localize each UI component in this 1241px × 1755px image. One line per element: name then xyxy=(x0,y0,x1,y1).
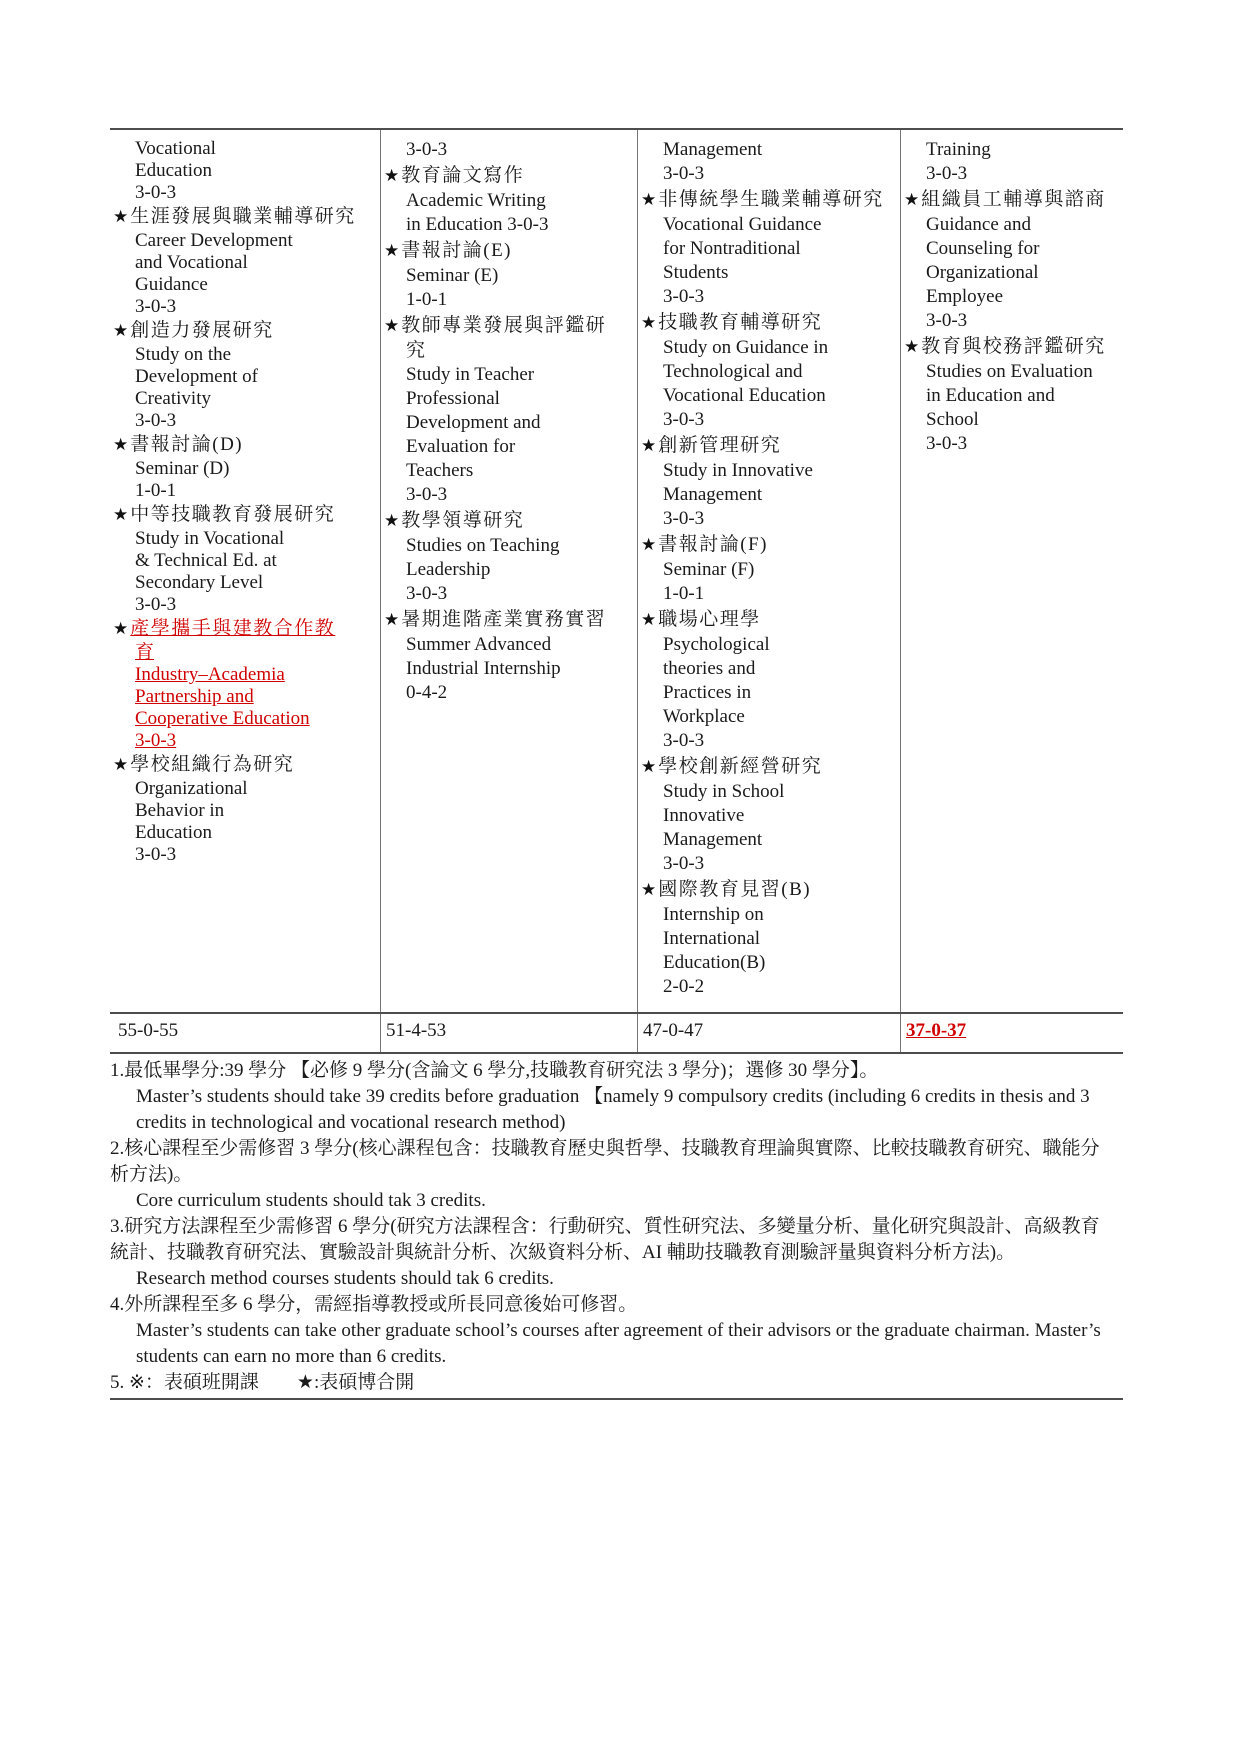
course-text: Cooperative Education xyxy=(135,708,310,729)
course-text: 1-0-1 xyxy=(406,289,448,310)
course-text: 職場心理學 xyxy=(658,609,761,630)
course-line xyxy=(381,189,637,213)
course-line xyxy=(110,318,380,344)
course-line xyxy=(110,800,380,822)
course-table xyxy=(110,128,1123,1054)
course-text: Industrial Internship xyxy=(406,658,561,679)
course-text: Studies on Evaluation xyxy=(926,361,1093,382)
course-text: Counseling for xyxy=(926,238,1040,259)
course-text: Career Development xyxy=(135,230,293,251)
course-text: 3-0-3 xyxy=(663,286,705,307)
course-text: Teachers xyxy=(406,460,474,481)
course-text: Education xyxy=(135,160,213,181)
course-line xyxy=(638,729,900,753)
course-line xyxy=(638,780,900,804)
star-icon: ★ xyxy=(904,337,920,356)
course-line xyxy=(110,344,380,366)
course-line xyxy=(901,432,1123,456)
course-line xyxy=(638,975,900,999)
column-total-2: 51-4-53 xyxy=(380,1014,637,1052)
course-text: Study in Vocational xyxy=(135,528,285,549)
course-line xyxy=(381,162,637,189)
course-line xyxy=(381,558,637,582)
course-line xyxy=(381,339,637,363)
course-line xyxy=(110,528,380,550)
course-line xyxy=(381,435,637,459)
course-line xyxy=(381,459,637,483)
course-line xyxy=(901,285,1123,309)
course-line xyxy=(110,480,380,502)
course-column-1 xyxy=(110,130,380,1012)
course-text: 3-0-3 xyxy=(135,594,177,615)
course-line xyxy=(638,408,900,432)
course-text: 書報討論(D) xyxy=(130,434,244,455)
course-text: Guidance and xyxy=(926,214,1031,235)
course-column-4 xyxy=(900,130,1123,1012)
star-icon: ★ xyxy=(641,190,657,209)
course-text: Internship on xyxy=(663,904,764,925)
star-icon: ★ xyxy=(384,166,400,185)
course-text: Behavior in xyxy=(135,800,225,821)
course-text: Leadership xyxy=(406,559,491,580)
course-text: 究 xyxy=(406,340,426,361)
note-line: credits in technological and vocational research method) xyxy=(136,1112,566,1133)
course-text: Studies on Teaching xyxy=(406,535,560,556)
course-line xyxy=(381,387,637,411)
course-line xyxy=(381,312,637,339)
star-icon: ★ xyxy=(113,321,129,340)
course-text: 創造力發展研究 xyxy=(130,320,274,341)
course-text: 產學攜手與建教合作教 xyxy=(130,618,336,639)
course-text: 非傳統學生職業輔導研究 xyxy=(658,189,884,210)
course-line xyxy=(638,606,900,633)
course-line xyxy=(110,686,380,708)
course-line xyxy=(638,753,900,780)
course-text: Education xyxy=(135,822,213,843)
course-text: 學校組織行為研究 xyxy=(130,754,295,775)
course-text: in Education 3-0-3 xyxy=(406,214,549,235)
course-line xyxy=(901,237,1123,261)
course-line xyxy=(110,550,380,572)
course-text: 教師專業發展與評鑑研 xyxy=(401,315,607,336)
course-line xyxy=(110,458,380,480)
course-line xyxy=(381,657,637,681)
course-text: in Education and xyxy=(926,385,1055,406)
course-line xyxy=(638,633,900,657)
course-line xyxy=(110,296,380,318)
star-icon: ★ xyxy=(641,313,657,332)
column-total-3: 47-0-47 xyxy=(637,1014,900,1052)
course-line xyxy=(110,594,380,616)
course-line xyxy=(381,633,637,657)
course-text: Industry–Academia xyxy=(135,664,285,685)
course-line xyxy=(110,138,380,160)
course-text: Organizational xyxy=(926,262,1039,283)
note-line: 5. ※：表碩班開課 ★:表碩博合開 xyxy=(110,1372,415,1393)
course-text: Vocational xyxy=(135,138,216,159)
course-text: 3-0-3 xyxy=(926,433,968,454)
course-text: Study in Innovative xyxy=(663,460,813,481)
course-text: 中等技職教育發展研究 xyxy=(130,504,336,525)
star-icon: ★ xyxy=(641,880,657,899)
course-line xyxy=(901,309,1123,333)
course-line xyxy=(638,681,900,705)
course-line xyxy=(110,708,380,730)
course-line xyxy=(110,844,380,866)
course-text: 教育論文寫作 xyxy=(401,165,525,186)
course-line xyxy=(381,534,637,558)
course-line xyxy=(110,182,380,204)
star-icon: ★ xyxy=(641,535,657,554)
course-text: Summer Advanced xyxy=(406,634,552,655)
course-text: Study in Teacher xyxy=(406,364,535,385)
course-text: 3-0-3 xyxy=(663,163,705,184)
course-text: 1-0-1 xyxy=(135,480,177,501)
course-text: Training xyxy=(926,139,991,160)
course-line xyxy=(638,828,900,852)
course-line xyxy=(381,138,637,162)
course-line xyxy=(901,261,1123,285)
course-text: 3-0-3 xyxy=(135,296,177,317)
course-line xyxy=(110,230,380,252)
course-text: 3-0-3 xyxy=(663,508,705,529)
course-text: 3-0-3 xyxy=(663,853,705,874)
course-line xyxy=(638,657,900,681)
course-text: 3-0-3 xyxy=(135,844,177,865)
course-line xyxy=(638,261,900,285)
note-line: 2.核心課程至少需修習 3 學分(核心課程包含：技職教育歷史與哲學、技職教育理論與實際、比較技職教育研究、職能分 xyxy=(110,1138,1100,1159)
course-line xyxy=(638,558,900,582)
course-text: Education(B) xyxy=(663,952,766,973)
star-icon: ★ xyxy=(904,190,920,209)
course-line xyxy=(110,822,380,844)
course-line xyxy=(901,333,1123,360)
course-line xyxy=(638,162,900,186)
course-text: Study on the xyxy=(135,344,232,365)
star-icon: ★ xyxy=(113,755,129,774)
course-line xyxy=(638,951,900,975)
course-line xyxy=(638,705,900,729)
star-icon: ★ xyxy=(113,619,129,638)
course-line xyxy=(638,432,900,459)
course-text: 3-0-3 xyxy=(135,182,177,203)
note-line: Research method courses students should tak 6 credits. xyxy=(136,1268,554,1289)
course-text: Management xyxy=(663,139,763,160)
course-line xyxy=(110,642,380,664)
course-line xyxy=(638,531,900,558)
course-line xyxy=(638,483,900,507)
course-text: for Nontraditional xyxy=(663,238,801,259)
course-text: 生涯發展與職業輔導研究 xyxy=(130,206,356,227)
course-text: 書報討論(E) xyxy=(401,240,513,261)
course-table-totals xyxy=(110,1012,1123,1054)
course-text: 3-0-3 xyxy=(406,139,448,160)
course-line xyxy=(110,204,380,230)
course-text: 3-0-3 xyxy=(135,730,177,751)
note-line: Master’s students should take 39 credits before graduation 【namely 9 compulsory credits (including 6 credits in thesis and 3 xyxy=(136,1086,1090,1107)
course-line xyxy=(638,804,900,828)
course-column-3 xyxy=(637,130,900,1012)
course-text: 3-0-3 xyxy=(406,484,448,505)
star-icon: ★ xyxy=(384,511,400,530)
course-line xyxy=(381,213,637,237)
course-line xyxy=(638,213,900,237)
course-line xyxy=(638,138,900,162)
course-line xyxy=(381,264,637,288)
note-line: 統計、技職教育研究法、實驗設計與統計分析、次級資料分析、AI 輔助技職教育測驗評量與資料分析方法)。 xyxy=(110,1242,1016,1263)
course-line xyxy=(638,336,900,360)
course-text: 3-0-3 xyxy=(926,163,968,184)
course-line xyxy=(901,138,1123,162)
course-text: 0-4-2 xyxy=(406,682,448,703)
course-line xyxy=(638,237,900,261)
note-line: 析方法)。 xyxy=(110,1164,193,1185)
course-text: 技職教育輔導研究 xyxy=(658,312,823,333)
course-line xyxy=(110,730,380,752)
course-line xyxy=(901,408,1123,432)
course-line xyxy=(110,388,380,410)
course-text: Management xyxy=(663,829,763,850)
course-text: Secondary Level xyxy=(135,572,264,593)
star-icon: ★ xyxy=(641,436,657,455)
course-line xyxy=(638,186,900,213)
course-text: Creativity xyxy=(135,388,211,409)
course-line xyxy=(638,360,900,384)
course-text: 暑期進階產業實務實習 xyxy=(401,609,607,630)
course-line xyxy=(381,411,637,435)
course-text: and Vocational xyxy=(135,252,248,273)
course-table-body xyxy=(110,128,1123,1012)
course-text: Vocational Guidance xyxy=(663,214,822,235)
note-line: 1.最低畢學分:39 學分 【必修 9 學分(含論文 6 學分,技職教育研究法 3 學分)；選修 30 學分】。 xyxy=(110,1060,879,1081)
course-text: Development of xyxy=(135,366,258,387)
course-line xyxy=(901,162,1123,186)
course-line xyxy=(110,664,380,686)
course-text: 教學領導研究 xyxy=(401,510,525,531)
course-text: 創新管理研究 xyxy=(658,435,782,456)
course-text: 組織員工輔導與諮商 xyxy=(921,189,1106,210)
course-text: 3-0-3 xyxy=(135,410,177,431)
course-text: Partnership and xyxy=(135,686,254,707)
course-line xyxy=(901,186,1123,213)
course-line xyxy=(381,363,637,387)
course-text: 書報討論(F) xyxy=(658,534,768,555)
course-line xyxy=(638,309,900,336)
course-line xyxy=(638,285,900,309)
course-line xyxy=(901,384,1123,408)
course-line xyxy=(638,876,900,903)
course-line xyxy=(110,502,380,528)
course-text: 國際教育見習(B) xyxy=(658,879,812,900)
bottom-rule xyxy=(110,1398,1123,1400)
note-line: Core curriculum students should tak 3 credits. xyxy=(136,1190,486,1211)
course-column-2 xyxy=(380,130,637,1012)
course-text: Technological and xyxy=(663,361,803,382)
course-text: 3-0-3 xyxy=(663,409,705,430)
course-text: Seminar (F) xyxy=(663,559,755,580)
course-text: Seminar (E) xyxy=(406,265,499,286)
course-text: Students xyxy=(663,262,729,283)
course-line xyxy=(638,903,900,927)
course-text: 1-0-1 xyxy=(663,583,705,604)
course-text: 育 xyxy=(135,642,155,663)
course-line xyxy=(381,483,637,507)
course-line xyxy=(381,582,637,606)
course-text: Study on Guidance in xyxy=(663,337,829,358)
course-text: Study in School xyxy=(663,781,785,802)
course-line xyxy=(381,681,637,705)
course-line xyxy=(638,927,900,951)
course-text: International xyxy=(663,928,761,949)
course-text: Psychological xyxy=(663,634,770,655)
course-line xyxy=(110,252,380,274)
column-total-1: 55-0-55 xyxy=(118,1020,179,1041)
course-line xyxy=(110,274,380,296)
course-line xyxy=(638,852,900,876)
course-text: 2-0-2 xyxy=(663,976,705,997)
course-text: Organizational xyxy=(135,778,248,799)
notes-section xyxy=(110,1058,1123,1396)
course-text: theories and xyxy=(663,658,756,679)
course-line xyxy=(901,360,1123,384)
course-line xyxy=(638,582,900,606)
course-line xyxy=(110,160,380,182)
course-text: Evaluation for xyxy=(406,436,516,457)
course-text: Innovative xyxy=(663,805,745,826)
note-line: 3.研究方法課程至少需修習 6 學分(研究方法課程含：行動研究、質性研究法、多變量分析、量化研究與設計、高級教育 xyxy=(110,1216,1100,1237)
course-line xyxy=(381,606,637,633)
star-icon: ★ xyxy=(113,505,129,524)
course-text: 3-0-3 xyxy=(663,730,705,751)
course-text: School xyxy=(926,409,979,430)
course-text: Seminar (D) xyxy=(135,458,230,479)
course-line xyxy=(901,213,1123,237)
course-line xyxy=(638,384,900,408)
column-total-4: 37-0-37 xyxy=(900,1014,1123,1052)
star-icon: ★ xyxy=(384,241,400,260)
course-line xyxy=(110,366,380,388)
course-line xyxy=(638,507,900,531)
note-line: Master’s students can take other graduate school’s courses after agreement of their advisors or the graduate chairman. Master’s xyxy=(136,1320,1101,1341)
course-line xyxy=(381,288,637,312)
course-text: Employee xyxy=(926,286,1004,307)
course-line xyxy=(381,237,637,264)
note-line: students can earn no more than 6 credits. xyxy=(136,1346,447,1367)
course-line xyxy=(638,459,900,483)
course-line xyxy=(381,507,637,534)
course-text: Vocational Education xyxy=(663,385,826,406)
course-text: Practices in xyxy=(663,682,752,703)
course-text: & Technical Ed. at xyxy=(135,550,277,571)
course-line xyxy=(110,752,380,778)
course-line xyxy=(110,778,380,800)
course-text: 3-0-3 xyxy=(926,310,968,331)
star-icon: ★ xyxy=(113,435,129,454)
star-icon: ★ xyxy=(384,610,400,629)
star-icon: ★ xyxy=(641,610,657,629)
course-text: Guidance xyxy=(135,274,208,295)
course-line xyxy=(110,432,380,458)
course-line xyxy=(110,572,380,594)
course-text: Development and xyxy=(406,412,541,433)
course-text: 教育與校務評鑑研究 xyxy=(921,336,1106,357)
course-line xyxy=(110,616,380,642)
note-line: 4.外所課程至多 6 學分，需經指導教授或所長同意後始可修習。 xyxy=(110,1294,638,1315)
course-text: Management xyxy=(663,484,763,505)
star-icon: ★ xyxy=(641,757,657,776)
star-icon: ★ xyxy=(384,316,400,335)
course-text: Workplace xyxy=(663,706,745,727)
course-text: Professional xyxy=(406,388,500,409)
course-line xyxy=(110,410,380,432)
course-text: 學校創新經營研究 xyxy=(658,756,823,777)
star-icon: ★ xyxy=(113,207,129,226)
course-text: 3-0-3 xyxy=(406,583,448,604)
course-text: Academic Writing xyxy=(406,190,546,211)
